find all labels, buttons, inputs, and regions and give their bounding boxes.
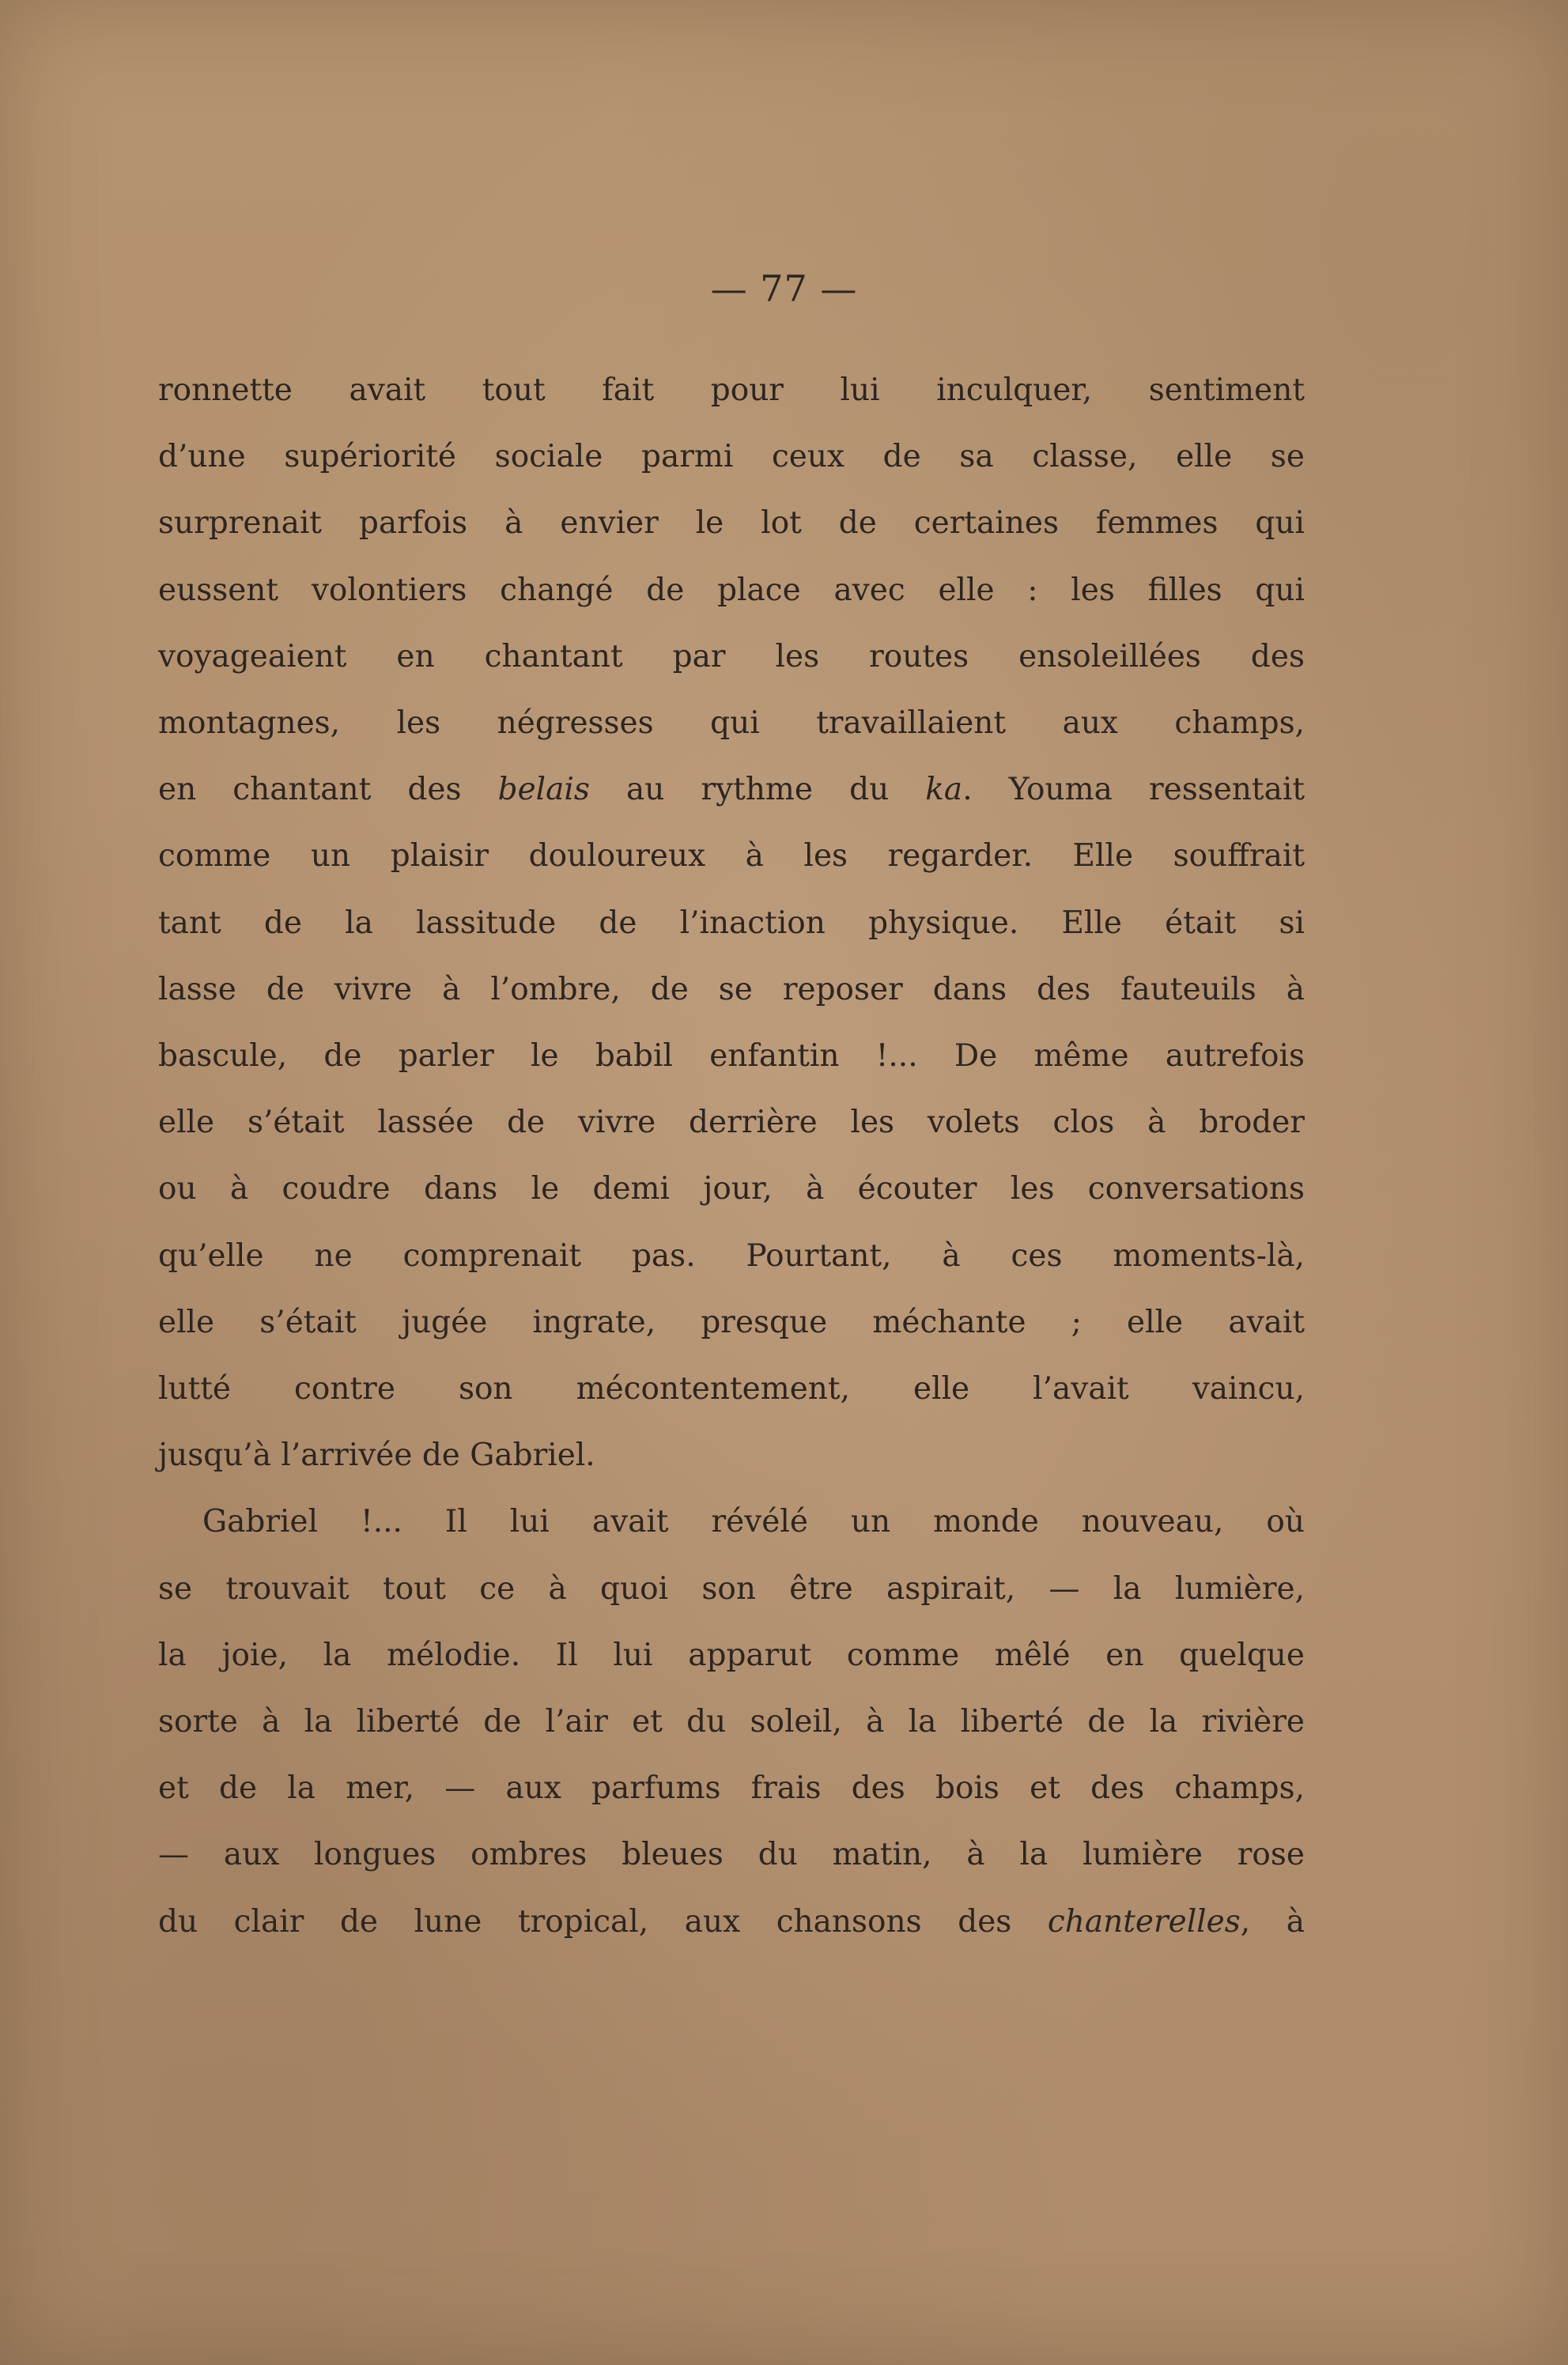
italic-word-ka: ka (925, 772, 963, 808)
text-line-12: elle s’était lassée de vivre derrière les volets clos à broder (158, 1105, 1305, 1141)
text-line-2: d’une supériorité sociale parmi ceux de sa classe, elle se (158, 439, 1305, 475)
text-line-16: lutté contre son mécontentement, elle l’avait vaincu, (158, 1371, 1305, 1407)
italic-word-belais: belais (497, 772, 590, 808)
text-line-24 (158, 1889, 1305, 1955)
text-line-14: qu’elle ne comprenait pas. Pourtant, à ces moments-là, (158, 1237, 1305, 1274)
text-line-13: ou à coudre dans le demi jour, à écouter les conversations (158, 1171, 1305, 1207)
text-line-22: et de la mer, — aux parfums frais des bois et des champs, (158, 1770, 1305, 1807)
text-line-19: se trouvait tout ce à quoi son être aspirait, — la lumière, (158, 1570, 1305, 1607)
text-line-24-b: , à (1240, 1903, 1305, 1940)
text-line-17: jusqu’à l’arrivée de Gabriel. (158, 1438, 595, 1474)
text-line-7 (158, 757, 1305, 823)
text-line-6: montagnes, les négresses qui travaillaient aux champs, (158, 705, 1305, 742)
text-line-21: sorte à la liberté de l’air et du soleil, à la liberté de la rivière (158, 1704, 1305, 1740)
text-line-20: la joie, la mélodie. Il lui apparut comme mêlé en quelque (158, 1637, 1305, 1673)
text-line-10: lasse de vivre à l’ombre, de se reposer dans des fauteuils à (158, 971, 1305, 1007)
text-line-3: surprenait parfois à envier le lot de certaines femmes qui (158, 505, 1305, 542)
text-line-9: tant de la lassitude de l’inaction physique. Elle était si (158, 905, 1305, 941)
text-line-1: ronnette avait tout fait pour lui inculquer, sentiment (158, 372, 1305, 408)
text-line-15: elle s’était jugée ingrate, presque méchante ; elle avait (158, 1304, 1305, 1340)
text-line-4: eussent volontiers changé de place avec elle : les filles qui (158, 572, 1305, 608)
text-line-23: — aux longues ombres bleues du matin, à la lumière rose (158, 1837, 1305, 1873)
text-line-5: voyageaient en chantant par les routes ensoleillées des (158, 638, 1305, 674)
text-line-24-a: du clair de lune tropical, aux chansons des (158, 1903, 1048, 1940)
page-number: — 77 — (710, 267, 858, 310)
text-line-7-c: . Youma ressentait (962, 772, 1305, 808)
italic-word-chanterelles: chanterelles (1047, 1903, 1241, 1940)
text-line-11: bascule, de parler le babil enfantin !... De même autrefois (158, 1038, 1305, 1075)
text-line-7-a: en chantant des (158, 772, 498, 808)
text-line-18: Gabriel !... Il lui avait révélé un monde nouveau, où (202, 1504, 1305, 1540)
body-text (158, 357, 1305, 1955)
text-line-7-b: au rythme du (589, 772, 926, 808)
text-line-8: comme un plaisir douloureux à les regarder. Elle souffrait (158, 838, 1305, 875)
